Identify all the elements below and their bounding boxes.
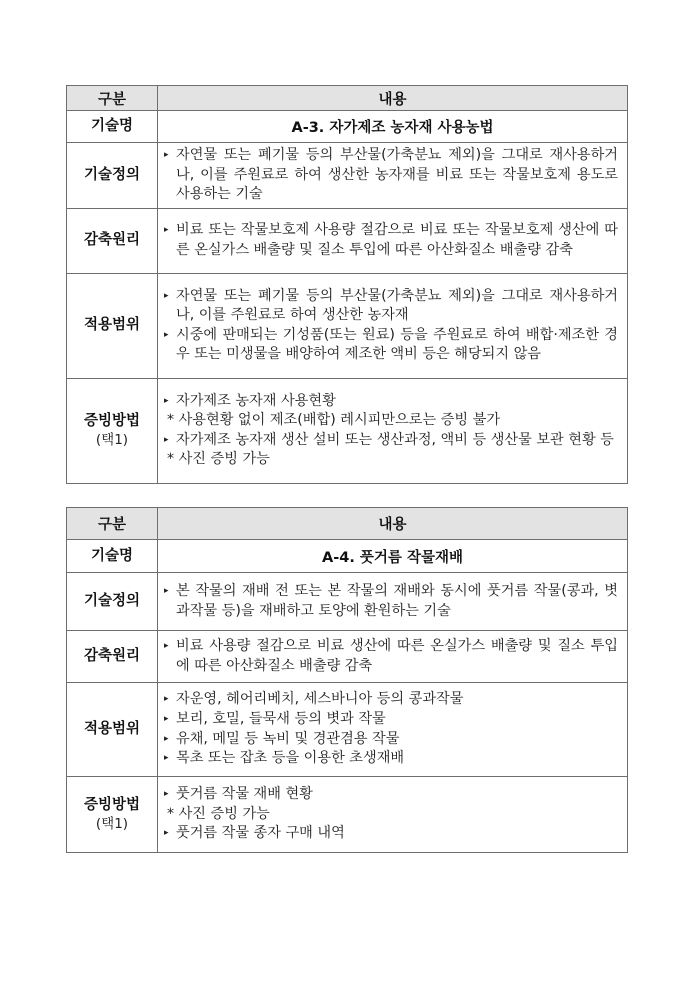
list-item: ▸ 자연물 또는 폐기물 등의 부산물(가축분뇨 제외)을 그대로 재사용하거나, 이를 주원료로 하여 생산한 농자재 (164, 287, 618, 326)
list-item: ▸ 목초 또는 잡초 등을 이용한 초생재배 (164, 749, 618, 769)
list-item: ▸ 본 작물의 재배 전 또는 본 작물의 재배와 동시에 풋거름 작물(콩과, 볏과작물 등)을 재배하고 토양에 환원하는 기술 (164, 582, 618, 621)
evidence-row (67, 777, 628, 853)
evidence-label: 증빙방법 (83, 796, 141, 813)
list-item: ▸ 풋거름 작물 재배 현황 (164, 785, 618, 805)
list-item: ▸ 자가제조 농자재 생산 설비 또는 생산과정, 액비 등 생산물 보관 현황 등 (164, 431, 618, 451)
evidence-label-cell (67, 378, 158, 483)
principle-label: 감축원리 (67, 631, 158, 683)
tech-name-label: 기술명 (67, 111, 158, 143)
list-item: ▸ 시중에 판매되는 기성품(또는 원료) 등을 주원료로 하여 배합·제조한 경우 또는 미생물을 배양하여 제조한 액비 등은 해당되지 않음 (164, 326, 618, 365)
list-item: ▸ 비료 사용량 절감으로 비료 생산에 따른 온실가스 배출량 및 질소 투입에 따른 아산화질소 배출량 감축 (164, 637, 618, 676)
evidence-label-cell (67, 777, 158, 853)
list-item: ▸ 자운영, 헤어리베치, 세스바니아 등의 콩과작물 (164, 690, 618, 710)
bullet-icon: ▸ (164, 753, 169, 764)
bullet-icon: ▸ (164, 713, 169, 724)
bullet-icon: ▸ (164, 395, 169, 406)
list-item: ▸ 풋거름 작물 종자 구매 내역 (164, 824, 618, 844)
bullet-icon: ▸ (164, 150, 169, 160)
bullet-icon: ▸ (164, 733, 169, 744)
evidence-sublabel: (택1) (95, 431, 129, 448)
scope-content (158, 683, 628, 777)
list-item: ▸ 자연물 또는 폐기물 등의 부산물(가축분뇨 제외)을 그대로 재사용하거나, 이를 주원료로 하여 생산한 농자재를 비료 또는 작물보호제 용도로 사용하는 기술 (164, 146, 618, 205)
bullet-icon: ▸ (164, 329, 169, 340)
principle-content (158, 208, 628, 273)
evidence-sublabel: (택1) (95, 815, 129, 832)
header-category: 구분 (67, 86, 158, 111)
bullet-icon: ▸ (164, 828, 169, 839)
header-content: 내용 (158, 86, 628, 111)
definition-row (67, 143, 628, 209)
bullet-icon: ▸ (164, 789, 169, 800)
scope-content (158, 273, 628, 378)
tech-name: A-4. 풋거름 작물재배 (158, 540, 628, 573)
scope-row (67, 273, 628, 378)
list-item: ▸ 유채, 메밀 등 녹비 및 경관겸용 작물 (164, 730, 618, 750)
note-item: * 사진 증빙 가능 (167, 451, 270, 468)
bullet-icon: ▸ (164, 640, 169, 651)
definition-label: 기술정의 (67, 143, 158, 209)
tech-name-row (67, 540, 628, 573)
list-item: ▸ 비료 또는 작물보호제 사용량 절감으로 비료 또는 작물보호제 생산에 따른 온실가스 배출량 및 질소 투입에 따른 아산화질소 배출량 감축 (164, 221, 618, 260)
tech-name-row (67, 111, 628, 143)
note-item: * 사용현황 없이 제조(배합) 레시피만으로는 증빙 불가 (167, 412, 501, 429)
tech-name-label: 기술명 (67, 540, 158, 573)
bullet-icon: ▸ (164, 694, 169, 705)
definition-content (158, 573, 628, 631)
list-item: ▸ 보리, 호밀, 들묵새 등의 볏과 작물 (164, 710, 618, 730)
tech-table-a3 (66, 85, 628, 484)
scope-label: 적용범위 (67, 273, 158, 378)
header-content: 내용 (158, 508, 628, 540)
header-row (67, 508, 628, 540)
bullet-icon: ▸ (164, 434, 169, 445)
header-row (67, 86, 628, 111)
note-item: * 사진 증빙 가능 (167, 805, 270, 822)
tech-table-a4 (66, 507, 628, 853)
header-category: 구분 (67, 508, 158, 540)
bullet-icon: ▸ (164, 585, 169, 596)
principle-content (158, 631, 628, 683)
principle-label: 감축원리 (67, 208, 158, 273)
scope-row (67, 683, 628, 777)
evidence-content (158, 777, 628, 853)
scope-label: 적용범위 (67, 683, 158, 777)
list-item: ▸ 자가제조 농자재 사용현황 (164, 392, 618, 412)
definition-content (158, 143, 628, 209)
evidence-row (67, 378, 628, 483)
evidence-label: 증빙방법 (83, 412, 141, 429)
definition-label: 기술정의 (67, 573, 158, 631)
bullet-icon: ▸ (164, 225, 169, 236)
bullet-icon: ▸ (164, 290, 169, 301)
evidence-content (158, 378, 628, 483)
definition-row (67, 573, 628, 631)
principle-row (67, 631, 628, 683)
tech-name: A-3. 자가제조 농자재 사용농법 (158, 111, 628, 143)
principle-row (67, 208, 628, 273)
